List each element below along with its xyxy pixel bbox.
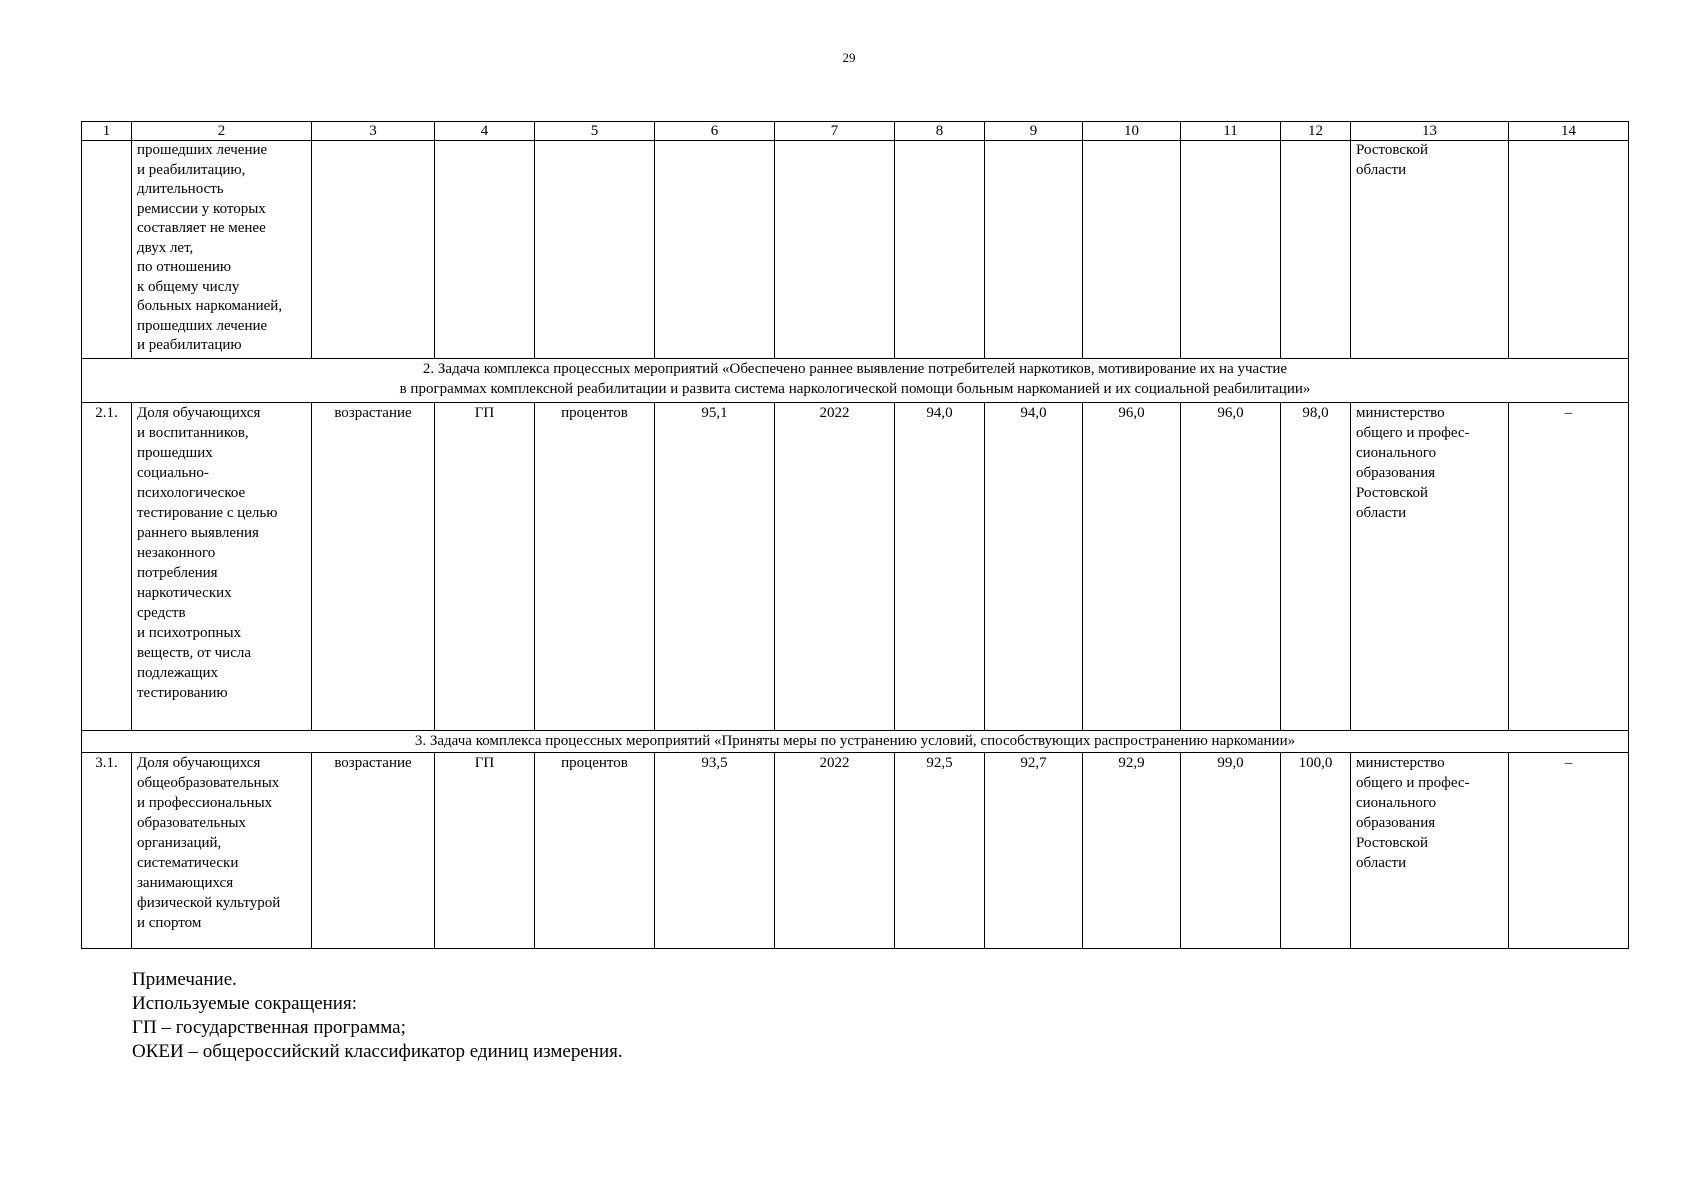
- row-number: 2.1.: [82, 403, 132, 731]
- text-line: Ростовской: [1356, 835, 1429, 851]
- text-line: области: [1356, 855, 1407, 871]
- col14-cell: –: [1509, 753, 1629, 949]
- value-cell: 98,0: [1281, 403, 1351, 731]
- table-cell: [435, 141, 535, 359]
- text-line: Доля обучающихся: [137, 755, 261, 771]
- text-line: области: [1356, 505, 1407, 521]
- text-line: Доля обучающихся: [137, 405, 261, 421]
- value-cell: 99,0: [1181, 753, 1281, 949]
- text-line: Ростовской: [1356, 485, 1429, 501]
- text-line: незаконного: [137, 545, 216, 561]
- text-line: и психотропных: [137, 625, 242, 641]
- table-cell: [312, 141, 435, 359]
- task-line: 3. Задача комплекса процессных мероприятий «Приняты меры по устранению условий, способствующих распространению наркомании»: [414, 733, 1296, 749]
- text-line: сионального: [1356, 795, 1437, 811]
- table-cell: [82, 141, 132, 359]
- text-line: области: [1356, 161, 1407, 178]
- text-line: общего и профес-: [1356, 775, 1470, 791]
- text-line: составляет не менее: [137, 220, 266, 236]
- column-number: 12: [1281, 122, 1351, 141]
- column-number-row: [82, 122, 1629, 141]
- text-line: тестирование с целью: [137, 505, 278, 521]
- table-cell: [655, 141, 775, 359]
- text-line: министерство: [1356, 405, 1445, 421]
- continuation-row: [82, 141, 1629, 359]
- base-year-cell: 2022: [775, 403, 895, 731]
- value-cell: 100,0: [1281, 753, 1351, 949]
- text-line: к общему числу: [137, 278, 240, 295]
- base-value-cell: 95,1: [655, 403, 775, 731]
- indicators-table: [81, 121, 1629, 949]
- column-number: 3: [312, 122, 435, 141]
- task-heading: [82, 731, 1629, 753]
- text-line: физической культурой: [137, 895, 281, 911]
- task-line: в программах комплексной реабилитации и развита система наркологической помощи больным наркоманией и их социальной реабилитации»: [399, 381, 1311, 397]
- column-number: 13: [1351, 122, 1509, 141]
- column-number: 7: [775, 122, 895, 141]
- page-number: 29: [842, 50, 856, 65]
- task-heading: [82, 359, 1629, 403]
- text-line: образования: [1356, 465, 1436, 481]
- text-line: общего и профес-: [1356, 425, 1470, 441]
- row-number: 3.1.: [82, 753, 132, 949]
- indicator-name-cell: [132, 403, 312, 731]
- table-cell: [1083, 141, 1181, 359]
- task-row: [82, 731, 1629, 753]
- indicator-row: [82, 753, 1629, 949]
- text-line: потребления: [137, 565, 218, 581]
- value-cell: 94,0: [895, 403, 985, 731]
- text-line: наркотических: [137, 585, 232, 601]
- table-cell: [985, 141, 1083, 359]
- text-line: по отношению: [137, 259, 232, 275]
- indicator-row: [82, 403, 1629, 731]
- text-line: средств: [137, 605, 186, 621]
- text-line: подлежащих: [137, 665, 218, 681]
- unit-cell: процентов: [535, 403, 655, 731]
- text-line: образования: [1356, 815, 1436, 831]
- table-cell: [775, 141, 895, 359]
- indicator-name-cell: [132, 141, 312, 359]
- note-line: ГП – государственная программа;: [132, 1017, 406, 1038]
- text-line: систематически: [137, 855, 239, 871]
- text-line: раннего выявления: [137, 525, 259, 541]
- task-row: [82, 359, 1629, 403]
- text-line: прошедших лечение: [137, 317, 268, 334]
- value-cell: 92,5: [895, 753, 985, 949]
- text-line: образовательных: [137, 815, 246, 831]
- table-cell: [1181, 141, 1281, 359]
- table-cell: [895, 141, 985, 359]
- note-line: Используемые сокращения:: [132, 993, 357, 1014]
- column-number: 10: [1083, 122, 1181, 141]
- text-line: веществ, от числа: [137, 645, 252, 661]
- text-line: Ростовской: [1356, 142, 1429, 158]
- text-line: и профессиональных: [137, 795, 273, 811]
- column-number: 1: [82, 122, 132, 141]
- value-cell: 94,0: [985, 403, 1083, 731]
- level-cell: ГП: [435, 403, 535, 731]
- task-line: 2. Задача комплекса процессных мероприятий «Обеспечено раннее выявление потребителей наркотиков, мотивирование их на участие: [422, 361, 1288, 377]
- text-line: и воспитанников,: [137, 425, 249, 441]
- text-line: сионального: [1356, 445, 1437, 461]
- column-number: 5: [535, 122, 655, 141]
- column-number: 4: [435, 122, 535, 141]
- value-cell: 96,0: [1083, 403, 1181, 731]
- text-line: психологическое: [137, 485, 246, 501]
- base-value-cell: 93,5: [655, 753, 775, 949]
- text-line: занимающихся: [137, 875, 234, 891]
- column-number: 11: [1181, 122, 1281, 141]
- level-cell: ГП: [435, 753, 535, 949]
- text-line: ремиссии у которых: [137, 200, 266, 217]
- text-line: прошедших: [137, 445, 213, 461]
- table-cell: [1509, 141, 1629, 359]
- text-line: организаций,: [137, 835, 222, 851]
- note-block: [132, 968, 623, 1064]
- base-year-cell: 2022: [775, 753, 895, 949]
- responsible-cell: [1351, 403, 1509, 731]
- text-line: больных наркоманией,: [137, 298, 283, 314]
- responsible-cell: [1351, 141, 1509, 359]
- column-number: 8: [895, 122, 985, 141]
- indicator-name-cell: [132, 753, 312, 949]
- table-cell: [1281, 141, 1351, 359]
- col14-cell: –: [1509, 403, 1629, 731]
- column-number: 2: [132, 122, 312, 141]
- text-line: и спортом: [137, 915, 202, 931]
- direction-cell: возрастание: [312, 753, 435, 949]
- text-line: двух лет,: [137, 239, 194, 256]
- column-number: 9: [985, 122, 1083, 141]
- text-line: и реабилитацию,: [137, 161, 246, 178]
- value-cell: 92,7: [985, 753, 1083, 949]
- text-line: тестированию: [137, 685, 228, 701]
- table-cell: [535, 141, 655, 359]
- note-line: ОКЕИ – общероссийский классификатор единиц измерения.: [132, 1041, 623, 1062]
- note-line: Примечание.: [132, 969, 237, 990]
- column-number: 6: [655, 122, 775, 141]
- text-line: длительность: [137, 181, 224, 197]
- responsible-cell: [1351, 753, 1509, 949]
- value-cell: 92,9: [1083, 753, 1181, 949]
- text-line: министерство: [1356, 755, 1445, 771]
- text-line: социально-: [137, 465, 209, 481]
- unit-cell: процентов: [535, 753, 655, 949]
- text-line: прошедших лечение: [137, 142, 268, 158]
- column-number: 14: [1509, 122, 1629, 141]
- text-line: и реабилитацию: [137, 337, 242, 353]
- value-cell: 96,0: [1181, 403, 1281, 731]
- direction-cell: возрастание: [312, 403, 435, 731]
- text-line: общеобразовательных: [137, 775, 280, 791]
